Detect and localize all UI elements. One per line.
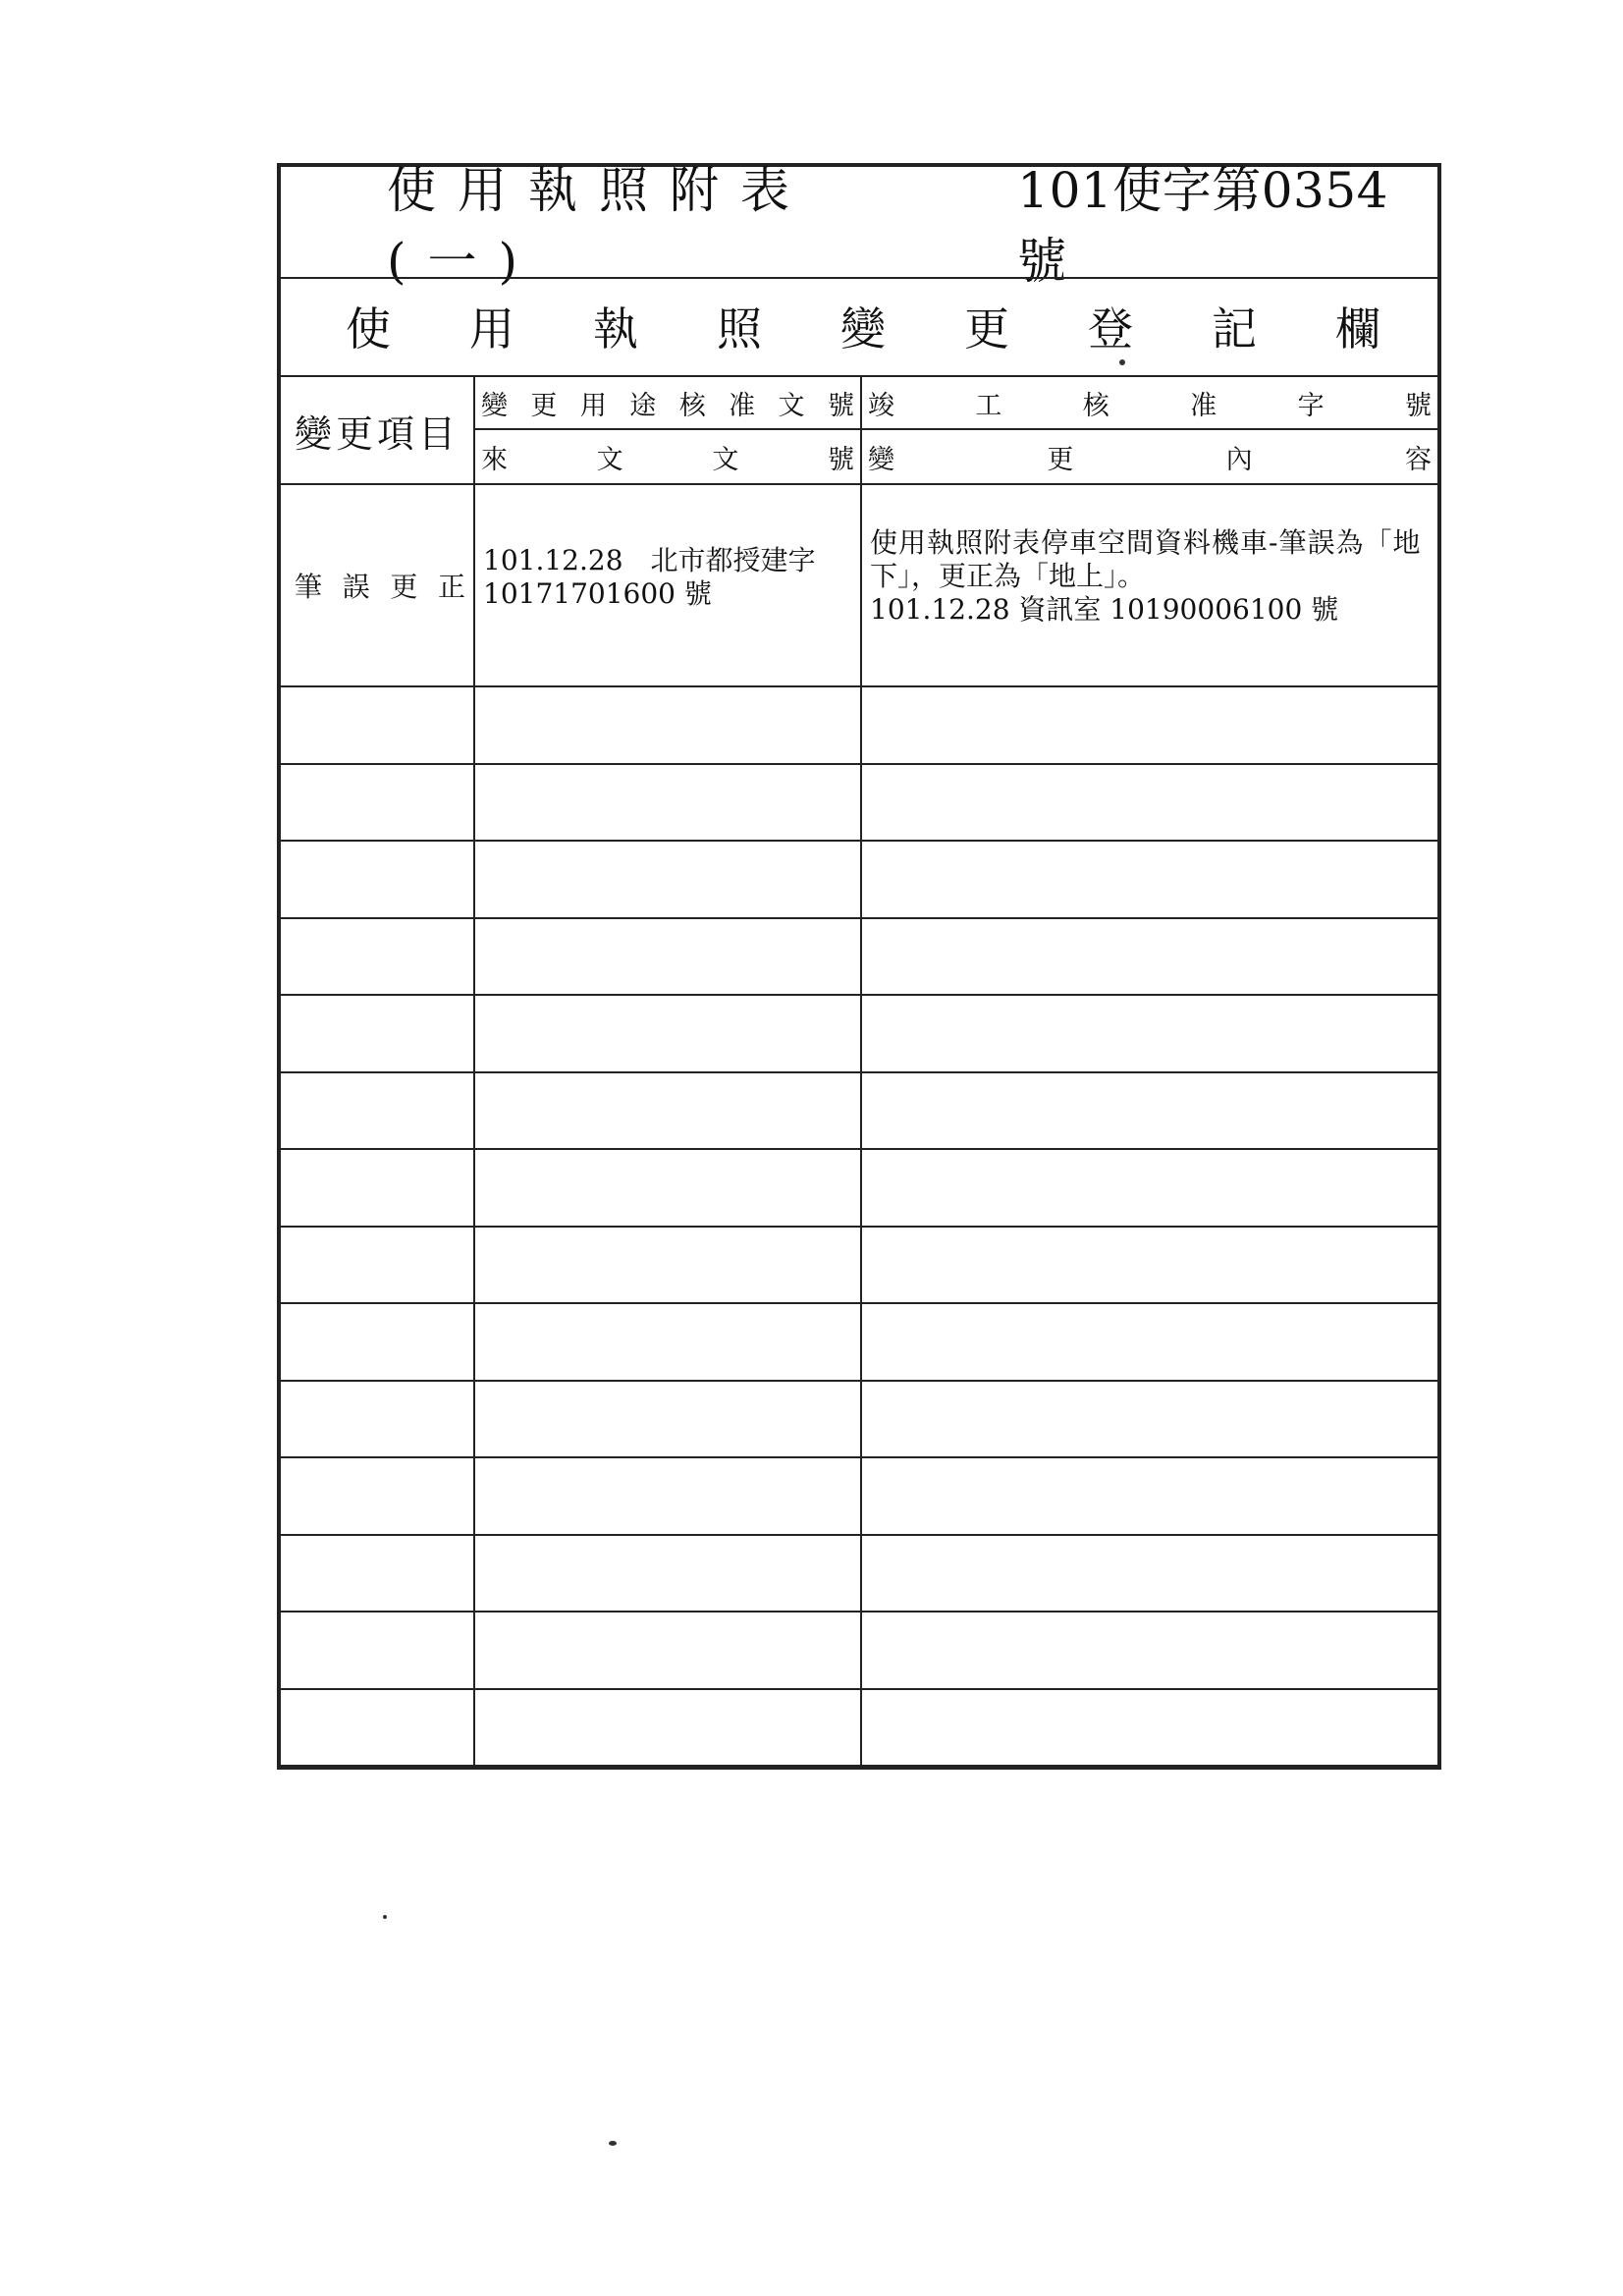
subtitle-char: 登: [1088, 302, 1133, 355]
header-completion-approval-no: [862, 377, 1437, 428]
header-char: 文: [596, 444, 623, 475]
table-row-line: [281, 994, 1437, 996]
form-title-prefix: 使用執照附表(一): [387, 162, 811, 290]
entry-content-line: 下」，更正為「地上」。: [870, 560, 1146, 592]
entry-content-line: 101.12.28 資訊室 10190006100 號: [870, 593, 1339, 626]
table-row-line: [281, 1380, 1437, 1382]
subtitle-char: 更: [964, 302, 1009, 355]
table-row-line: [281, 1611, 1437, 1613]
subtitle-char: 執: [593, 302, 638, 355]
entry-change-content: [862, 485, 1437, 685]
header-char: 變: [481, 390, 508, 421]
header-change-content: [862, 430, 1437, 483]
table-row-line: [281, 1456, 1437, 1458]
header-char: 准: [1190, 390, 1217, 421]
header-char: 途: [629, 390, 657, 421]
header-incoming-doc-no: [475, 430, 860, 483]
entry-item-char: 更: [390, 571, 418, 603]
header-char: 號: [1404, 390, 1432, 421]
subtitle-char: 記: [1212, 302, 1257, 355]
entry-item-correction: [281, 485, 473, 685]
entry-document-number: [475, 485, 860, 685]
header-char: 更: [530, 390, 558, 421]
header-char: 工: [975, 390, 1002, 421]
scan-speck: [609, 2141, 617, 2146]
table-row-line: [281, 1534, 1437, 1536]
header-char: 文: [712, 444, 739, 475]
subtitle-char: 使: [346, 302, 391, 355]
entry-document-line: 10171701600 號: [483, 577, 712, 610]
table-row-line: [281, 1688, 1437, 1690]
entry-item-char: 誤: [342, 571, 370, 603]
header-char: 竣: [868, 390, 894, 421]
table-row-line: [281, 763, 1437, 765]
subtitle-char: 用: [469, 302, 514, 355]
header-char: 更: [1047, 444, 1074, 475]
table-row-line: [281, 1302, 1437, 1304]
table-row-line: [281, 1148, 1437, 1150]
entry-content-line: 使用執照附表停車空間資料機車-筆誤為「地: [870, 526, 1422, 559]
header-char: 字: [1297, 390, 1325, 421]
header-char: 准: [729, 390, 756, 421]
header-char: 號: [827, 390, 854, 421]
table-row-line: [281, 1071, 1437, 1073]
subtitle-char: 欄: [1335, 302, 1380, 355]
header-char: 核: [678, 390, 706, 421]
header-char: 變: [868, 444, 894, 475]
table-row-line: [281, 917, 1437, 919]
header-char: 用: [579, 390, 607, 421]
table-row-line: [281, 840, 1437, 842]
entry-item-char: 筆: [295, 571, 323, 603]
header-change-use-approval-no: [475, 377, 860, 428]
form-subtitle: [281, 279, 1437, 373]
header-char: 來: [481, 444, 508, 475]
subtitle-char: 照: [717, 302, 762, 355]
scan-speck: [1119, 359, 1125, 365]
header-char: 號: [827, 444, 854, 475]
header-char: 文: [778, 390, 805, 421]
header-char: 容: [1404, 444, 1432, 475]
license-change-form: [277, 163, 1441, 1770]
scan-speck: [383, 1915, 387, 1919]
header-change-item: 變更項目: [294, 411, 460, 456]
subtitle-char: 變: [840, 302, 886, 355]
table-row-line: [281, 1226, 1437, 1228]
entry-item-char: 正: [437, 571, 465, 603]
header-char: 內: [1225, 444, 1253, 475]
form-title: [281, 162, 1437, 290]
form-title-number: 101使字第0354號: [1017, 162, 1388, 290]
entry-document-line: 101.12.28 北市都授建字: [483, 544, 816, 576]
header-char: 核: [1082, 390, 1109, 421]
